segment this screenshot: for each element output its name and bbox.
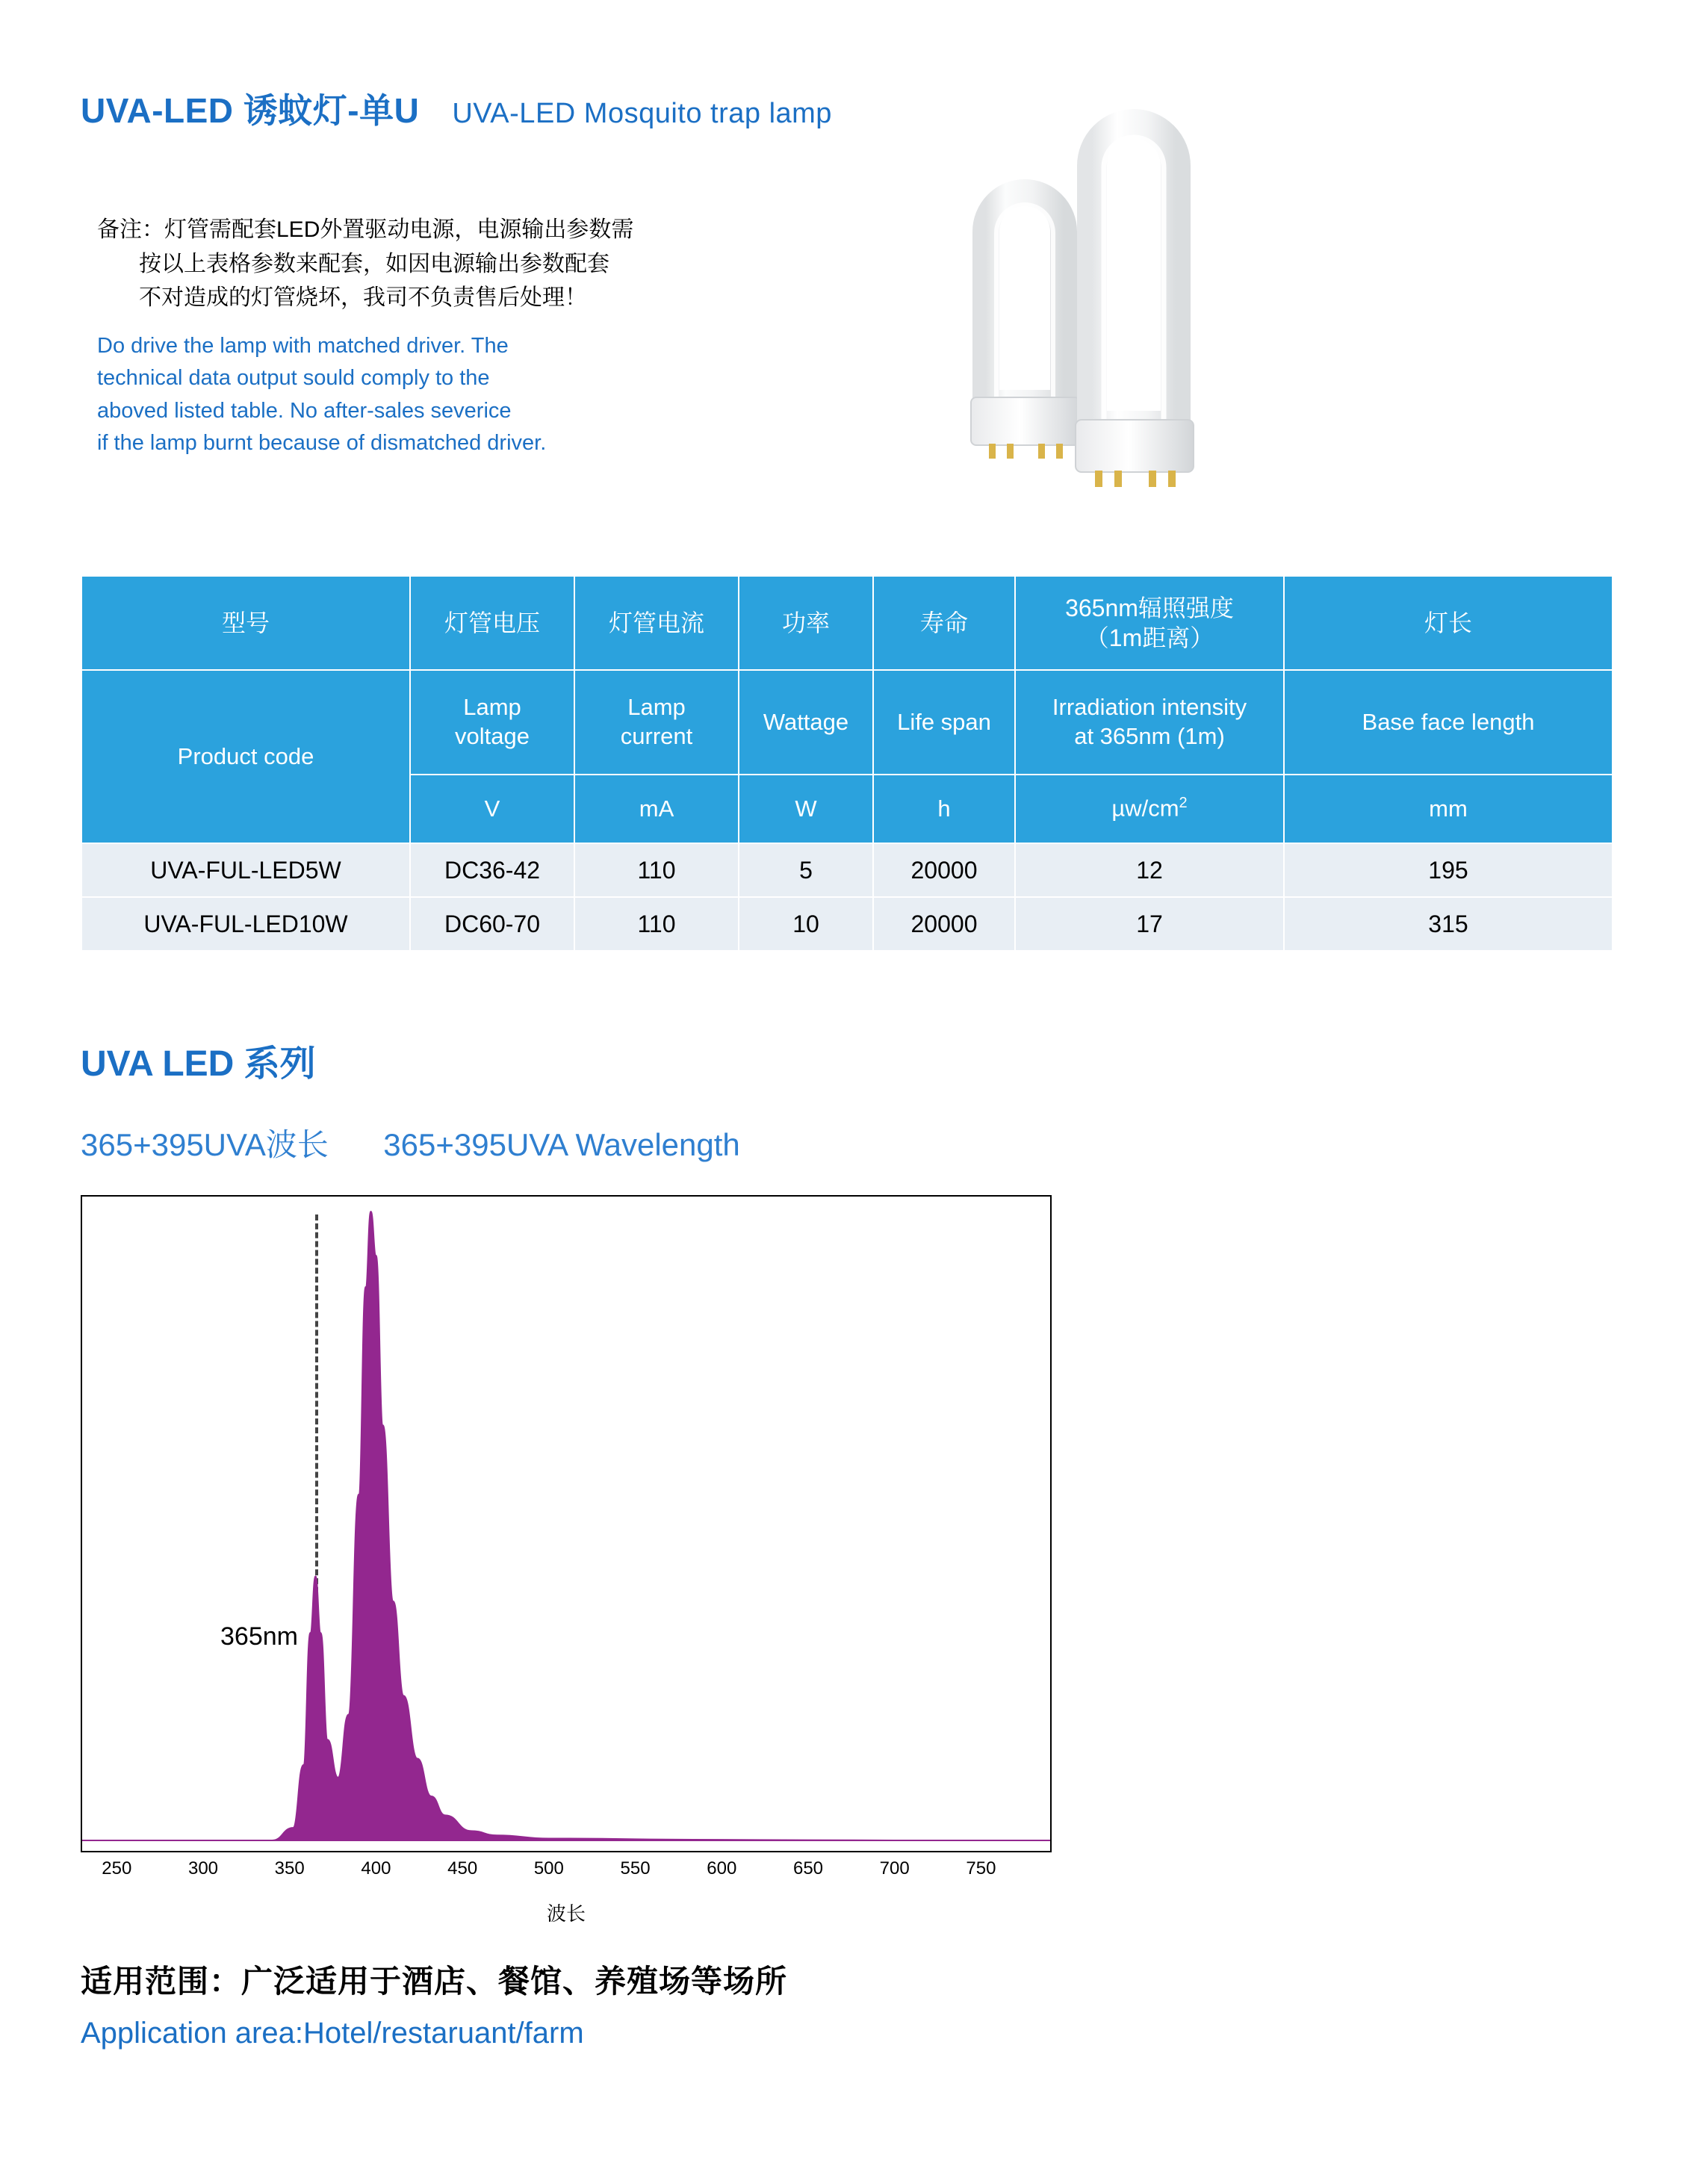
spec-table (81, 575, 1613, 952)
th-cn-irradiation (1015, 576, 1284, 670)
section-title: UVA LED 系列 (81, 1044, 316, 1084)
th-unit-irradiation-exponent: 2 (1179, 795, 1188, 812)
cell-irradiation: 12 (1015, 843, 1284, 897)
th-unit-irradiation (1015, 775, 1284, 843)
cell-length: 315 (1284, 897, 1613, 951)
cell-wattage: 5 (739, 843, 873, 897)
cell-wattage: 10 (739, 897, 873, 951)
note-en-line-2: technical data output sould comply to the (97, 366, 490, 391)
section-subtitle (81, 1120, 740, 1165)
th-en-irradiation-line1: Irradiation intensity (1052, 694, 1247, 721)
th-en-wattage: Wattage (739, 670, 873, 775)
note-chinese (97, 213, 844, 315)
note-en-line-4: if the lamp burnt because of dismatched driver. (97, 431, 547, 456)
x-tick-label: 750 (966, 1858, 996, 1879)
x-axis-label: 波长 (546, 1902, 586, 1925)
th-en-length: Base face length (1284, 670, 1613, 775)
section-subtitle-en: 365+395UVA Wavelength (383, 1127, 740, 1162)
cell-model: UVA-FUL-LED5W (81, 843, 410, 897)
table-header-row-en (81, 670, 1613, 775)
x-tick-label: 600 (707, 1858, 737, 1879)
product-photo (964, 90, 1516, 553)
cell-current: 110 (574, 843, 739, 897)
page-title-en: UVA-LED Mosquito trap lamp (452, 98, 832, 129)
th-unit-length: mm (1284, 775, 1613, 843)
cell-length: 195 (1284, 843, 1613, 897)
th-en-model: Product code (81, 670, 410, 843)
x-axis-ticks (82, 1858, 1053, 1888)
th-cn-irradiation-line2: （1m距离） (1085, 624, 1214, 651)
table-row (81, 897, 1613, 951)
th-en-lifespan: Life span (873, 670, 1015, 775)
cell-voltage: DC36-42 (410, 843, 574, 897)
page-title (81, 84, 832, 133)
th-unit-irradiation-text: µw/cm (1111, 795, 1179, 822)
cell-lifespan: 20000 (873, 843, 1015, 897)
th-cn-length: 灯长 (1284, 576, 1613, 670)
x-tick-label: 250 (102, 1858, 132, 1879)
note-en-line-3: aboved listed table. No after-sales severice (97, 398, 512, 423)
th-en-current (574, 670, 739, 775)
th-en-voltage-line2: voltage (455, 723, 530, 749)
cell-voltage: DC60-70 (410, 897, 574, 951)
cell-current: 110 (574, 897, 739, 951)
note-cn-line-1: 备注：灯管需配套LED外置驱动电源，电源输出参数需 (97, 217, 634, 242)
th-unit-voltage: V (410, 775, 574, 843)
peak-label-365nm: 365nm (220, 1622, 298, 1651)
th-cn-irradiation-line1: 365nm辐照强度 (1065, 595, 1234, 621)
cell-model: UVA-FUL-LED10W (81, 897, 410, 951)
spectrum-chart (81, 1195, 1052, 1879)
th-en-current-line2: current (620, 723, 693, 749)
th-en-voltage (410, 670, 574, 775)
th-cn-voltage: 灯管电压 (410, 576, 574, 670)
th-en-irradiation-line2: at 365nm (1m) (1074, 723, 1225, 749)
x-tick-label: 650 (792, 1858, 824, 1879)
page-title-cn: UVA-LED 诱蚊灯-单U (81, 91, 420, 130)
x-tick-label: 350 (274, 1858, 305, 1879)
th-en-irradiation (1015, 670, 1284, 775)
x-tick-label: 550 (620, 1858, 651, 1879)
th-cn-lifespan: 寿命 (873, 576, 1015, 670)
th-cn-current: 灯管电流 (574, 576, 739, 670)
th-unit-lifespan: h (873, 775, 1015, 843)
th-en-voltage-line1: Lamp (463, 694, 521, 721)
chart-plot-area (82, 1197, 1050, 1851)
application-scope-cn: 适用范围：广泛适用于酒店、餐馆、养殖场等场所 (81, 1964, 788, 1999)
note-en-line-1: Do drive the lamp with matched driver. The (97, 333, 509, 358)
x-tick-label: 700 (879, 1858, 910, 1879)
th-unit-current: mA (574, 775, 739, 843)
application-scope-en: Application area:Hotel/restaruant/farm (81, 2017, 584, 2050)
spectrum-curve (82, 1197, 1050, 1851)
x-tick-label: 400 (361, 1858, 391, 1879)
x-tick-label: 300 (187, 1858, 219, 1879)
x-tick-label: 450 (447, 1858, 478, 1879)
note-cn-line-3: 不对造成的灯管烧坏，我司不负责售后处理！ (139, 285, 587, 311)
cell-irradiation: 17 (1015, 897, 1284, 951)
table-row (81, 843, 1613, 897)
th-unit-wattage: W (739, 775, 873, 843)
th-cn-model: 型号 (81, 576, 410, 670)
cell-lifespan: 20000 (873, 897, 1015, 951)
section-subtitle-cn: 365+395UVA波长 (81, 1127, 329, 1162)
note-cn-line-2: 按以上表格参数来配套，如因电源输出参数配套 (139, 251, 609, 276)
th-en-current-line1: Lamp (627, 694, 686, 721)
note-block (97, 213, 844, 460)
note-english (97, 330, 844, 460)
table-header-row-cn (81, 576, 1613, 670)
th-cn-wattage: 功率 (739, 576, 873, 670)
x-tick-label: 500 (533, 1858, 564, 1879)
